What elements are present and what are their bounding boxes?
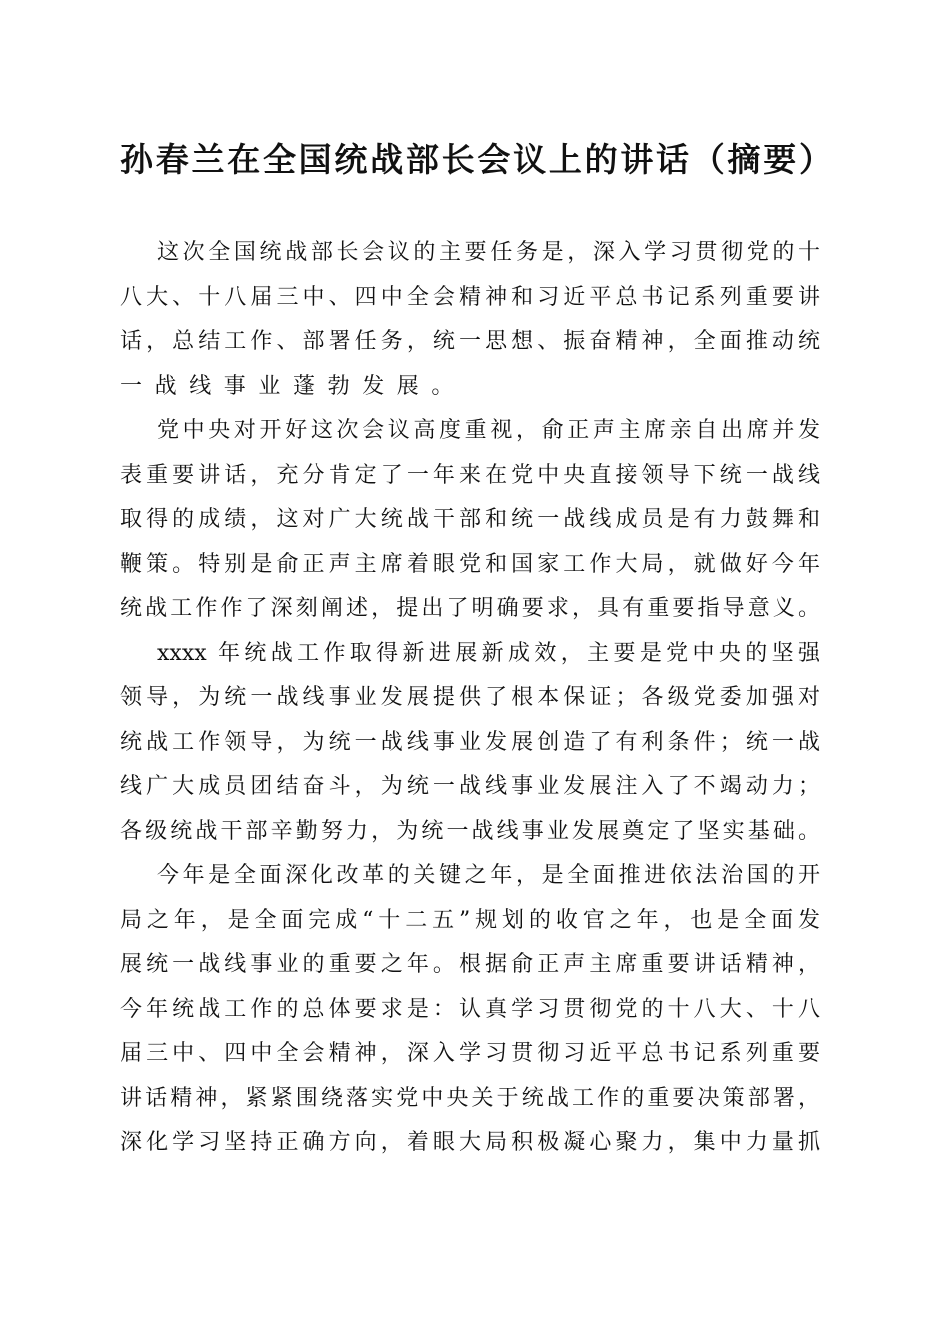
text-line: 八大、十八届三中、四中全会精神和习近平总书记系列重要讲 (120, 284, 820, 310)
text-line: 这次全国统战部长会议的主要任务是，深入学习贯彻党的十 (157, 240, 820, 265)
text-line: 各级统战干部辛勤努力，为统一战线事业发展奠定了坚实基础。 (120, 818, 820, 844)
text-line: 今年是全面深化改革的关键之年，是全面推进依法治国的开 (157, 863, 820, 888)
text-line: 统战工作作了深刻阐述，提出了明确要求，具有重要指导意义。 (120, 596, 820, 621)
document-title: 孙春兰在全国统战部长会议上的讲话（摘要） (120, 140, 832, 179)
text-line: 今年统战工作的总体要求是：认真学习贯彻党的十八大、十八 (120, 996, 820, 1022)
paragraph (120, 409, 820, 632)
text-line: 局之年，是全面完成“十二五”规划的收官之年，也是全面发 (120, 907, 820, 933)
document-body (120, 231, 820, 1166)
paragraph (120, 854, 820, 1166)
text-line: 鞭策。特别是俞正声主席着眼党和国家工作大局，就做好今年 (120, 551, 820, 577)
text-line: 统战工作领导，为统一战线事业发展创造了有利条件；统一战 (120, 729, 820, 755)
text-line: 话，总结工作、部署任务，统一思想、振奋精神，全面推动统 (120, 329, 820, 354)
paragraph (120, 231, 820, 409)
text-line: 届三中、四中全会精神，深入学习贯彻习近平总书记系列重要 (120, 1041, 820, 1066)
text-line: xxxx 年统战工作取得新进展新成效，主要是党中央的坚强 (157, 640, 820, 666)
text-line: 一战线事业蓬勃发展。 (120, 373, 467, 399)
text-line: 领导，为统一战线事业发展提供了根本保证；各级党委加强对 (120, 685, 820, 710)
text-line: 取得的成绩，这对广大统战干部和统一战线成员是有力鼓舞和 (120, 507, 820, 532)
text-line: 表重要讲话，充分肯定了一年来在党中央直接领导下统一战线 (120, 462, 820, 488)
text-line: 讲话精神，紧紧围绕落实党中央关于统战工作的重要决策部署， (120, 1085, 820, 1111)
text-line: 党中央对开好这次会议高度重视，俞正声主席亲自出席并发 (157, 418, 820, 443)
paragraph (120, 632, 820, 855)
text-line: 线广大成员团结奋斗，为统一战线事业发展注入了不竭动力； (120, 774, 820, 799)
text-line: 展统一战线事业的重要之年。根据俞正声主席重要讲话精神， (120, 952, 820, 977)
text-line: 深化学习坚持正确方向，着眼大局积极凝心聚力，集中力量抓 (120, 1130, 820, 1155)
